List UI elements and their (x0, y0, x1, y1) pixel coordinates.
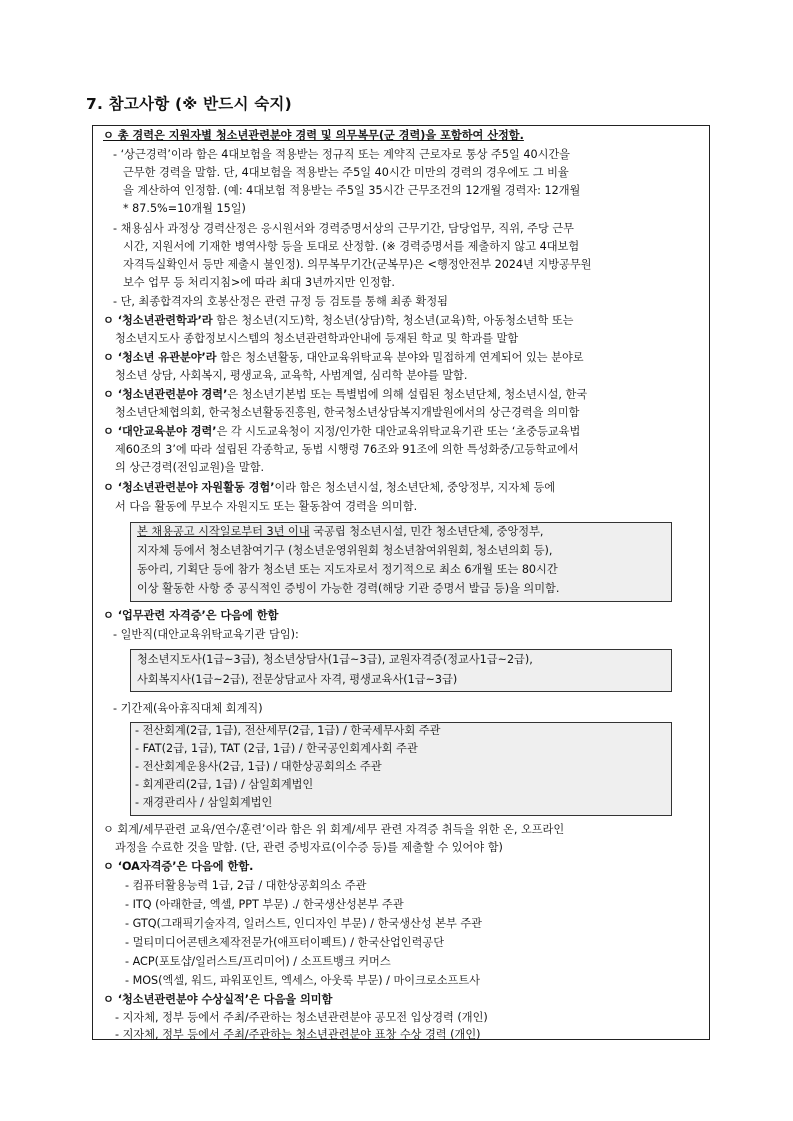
alt-edu-career-term: ㅇ ‘대안교육분야 경력’ (103, 425, 217, 438)
fulltime-career-line-2: 근무한 경력을 말함. 단, 4대보험을 적용받는 주5일 40시간 미만의 경력의 경우에도 그 비율 (123, 166, 569, 179)
general-certificates-box (130, 649, 672, 692)
oa-certificate-6: - MOS(엑셀, 워드, 파워포인트, 엑세스, 아웃룩 부문) / 마이크로소프트사 (125, 974, 480, 987)
oa-certificate-2: - ITQ (아래한글, 엑셀, PPT 부문) ./ 한국생산성본부 주관 (125, 898, 404, 911)
oa-certificates-heading: ㅇ ‘OA자격증’은 다음에 한함. (103, 860, 254, 873)
total-career-note: ㅇ 총 경력은 지원자별 청소년관련분야 경력 및 의무복무(군 경력)을 포함하여 산정함. (103, 129, 524, 142)
section-heading: 7. 참고사항 (※ 반드시 숙지) (86, 95, 292, 113)
temporary-certificate-2: - FAT(2급, 1급), TAT (2급, 1급) / 한국공인회계사회 주관 (135, 742, 418, 755)
youth-career-term: ㅇ ‘청소년관련분야 경력’ (103, 388, 228, 401)
volunteer-criteria-line-3: 동아리, 기획단 등에 참가 청소년 또는 지도자로서 정기적으로 최소 6개월 또는 80시간 (137, 563, 558, 576)
career-assessment-line-3: 자격득실확인서 등만 제출시 불인정). 의무복무기간(군복무)은 <행정안전부 2024년 지방공무원 (123, 258, 592, 271)
volunteer-line-1 (103, 480, 555, 496)
related-field-line-2: 청소년 상담, 사회복지, 평생교육, 교육학, 사범계열, 심리학 분야를 말함. (115, 369, 468, 382)
youth-major-line-2: 청소년지도사 종합정보시스템의 청소년관련학과안내에 등재된 학교 및 학과를 말함 (115, 332, 519, 345)
award-item-1: - 지자체, 정부 등에서 주최/주관하는 청소년관련분야 공모전 입상경력 (개인) (115, 1011, 488, 1024)
related-field-term: ㅇ ‘청소년 유관분야’라 (103, 351, 217, 364)
award-item-2: - 지자체, 정부 등에서 주최/주관하는 청소년관련분야 표창 수상 경력 (개인) (115, 1028, 481, 1041)
volunteer-criteria-rest: 국공립 청소년시설, 민간 청소년단체, 중앙정부, (309, 525, 544, 538)
volunteer-criteria-line-4: 이상 활동한 사항 중 공식적인 증빙이 가능한 경력(해당 기관 증명서 발급 등)을 의미함. (137, 582, 560, 595)
volunteer-definition: 이라 함은 청소년시설, 청소년단체, 중앙정부, 지자체 등에 (274, 481, 556, 494)
alt-edu-career-line-2: 제60조의 3’에 따라 설립된 각종학교, 동법 시행령 76조와 91조에 의한 특성화중/고등학교에서 (115, 443, 579, 456)
volunteer-criteria-line-1 (137, 524, 543, 540)
oa-certificate-4: - 멀티미디어콘텐츠제작전문가(애프터이펙트) / 한국산업인력공단 (125, 936, 444, 949)
related-field-definition: 함은 청소년활동, 대안교육위탁교육 분야와 밀접하게 연계되어 있는 분야로 (216, 351, 584, 364)
temporary-certificate-1: - 전산회계(2급, 1급), 전산세무(2급, 1급) / 한국세무사회 주관 (135, 724, 441, 737)
volunteer-criteria-box (130, 522, 672, 602)
youth-career-line-1 (103, 387, 587, 403)
oa-certificate-5: - ACP(포토샵/일러스트/프리미어) / 소프트뱅크 커머스 (125, 955, 391, 968)
volunteer-period: 본 채용공고 시작일로부터 3년 이내 (137, 525, 310, 538)
fulltime-career-line-4: * 87.5%=10개월 15일) (123, 202, 246, 215)
awards-heading: ㅇ ‘청소년관련분야 수상실적’은 다음을 의미함 (103, 993, 333, 1006)
volunteer-term: ㅇ ‘청소년관련분야 자원활동 경험’ (103, 481, 275, 494)
youth-career-line-2: 청소년단체협의회, 한국청소년활동진흥원, 한국청소년상담복지개발원에서의 상근경력을 의미함 (115, 406, 580, 419)
temporary-certificate-4: - 회계관리(2급, 1급) / 삼일회계법인 (135, 778, 314, 791)
fulltime-career-line-3: 을 계산하여 인정함. (예: 4대보험 적용받는 주5일 35시간 근무조건의 12개월 경력자: 12개월 (123, 184, 581, 197)
accounting-training-line-1: ㅇ 회계/세무관련 교육/연수/훈련’이라 함은 위 회계/세무 관련 자격증 취득을 위한 온, 오프라인 (103, 823, 565, 836)
volunteer-criteria-line-2: 지자체 등에서 청소년참여기구 (청소년운영위원회 청소년참여위원회, 청소년의회 등), (137, 544, 553, 557)
fulltime-career-line-1: - ‘상근경력’이라 함은 4대보험을 적용받는 정규직 또는 계약직 근로자로 통상 주5일 40시간을 (113, 148, 570, 161)
youth-career-definition: 은 청소년기본법 또는 특별법에 의해 설립된 청소년단체, 청소년시설, 한국 (227, 388, 588, 401)
general-certificates-line-2: 사회복지사(1급~2급), 전문상담교사 자격, 평생교육사(1급~3급) (137, 673, 458, 686)
temporary-certificate-5: - 재경관리사 / 삼일회계법인 (135, 796, 273, 809)
oa-certificate-1: - 컴퓨터활용능력 1급, 2급 / 대한상공회의소 주관 (125, 879, 367, 892)
general-position-label: - 일반직(대안교육위탁교육기관 담임): (113, 628, 299, 641)
work-certificates-heading: ㅇ ‘업무관련 자격증’은 다음에 한함 (103, 609, 279, 622)
general-certificates-line-1: 청소년지도사(1급~3급), 청소년상담사(1급~3급), 교원자격증(정교사1급~2급), (137, 653, 533, 666)
reference-notes-box (92, 125, 710, 1040)
youth-major-line-1 (103, 313, 573, 329)
salary-step-note: - 단, 최종합격자의 호봉산정은 관련 규정 등 검토를 통해 최종 확정됨 (113, 295, 448, 308)
accounting-training-line-2: 과정을 수료한 것을 말함. (단, 관련 증빙자료(이수증 등)를 제출할 수 있어야 함) (115, 841, 503, 854)
temporary-certificate-3: - 전산회계운용사(2급, 1급) / 대한상공회의소 주관 (135, 760, 382, 773)
career-assessment-line-1: - 채용심사 과정상 경력산정은 응시원서와 경력증명서상의 근무기간, 담당업무, 직위, 주당 근무 (113, 222, 574, 235)
alt-edu-career-definition: 은 각 시도교육청이 지정/인가한 대안교육위탁교육기관 또는 ‘초중등교육법 (216, 425, 581, 438)
temporary-position-label: - 기간제(육아휴직대체 회계직) (113, 702, 263, 715)
alt-edu-career-line-1 (103, 424, 580, 440)
alt-edu-career-line-3: 의 상근경력(전임교원)을 말함. (115, 461, 265, 474)
related-field-line-1 (103, 350, 584, 366)
oa-certificate-3: - GTQ(그래픽기술자격, 일러스트, 인디자인 부문) / 한국생산성 본부 주관 (125, 917, 482, 930)
temporary-certificates-box (130, 722, 672, 816)
career-assessment-line-4: 보수 업무 등 처리지침>에 따라 최대 3년까지만 인정함. (123, 276, 395, 289)
youth-major-term: ㅇ ‘청소년관련학과’라 (103, 314, 213, 327)
career-assessment-line-2: 시간, 지원서에 기재한 병역사항 등을 토대로 산정함. (※ 경력증명서를 제출하지 않고 4대보험 (123, 240, 580, 253)
volunteer-line-2: 서 다음 활동에 무보수 자원지도 또는 활동참여 경력을 의미함. (115, 500, 418, 513)
youth-major-definition: 함은 청소년(지도)학, 청소년(상담)학, 청소년(교육)학, 아동청소년학 또는 (212, 314, 574, 327)
